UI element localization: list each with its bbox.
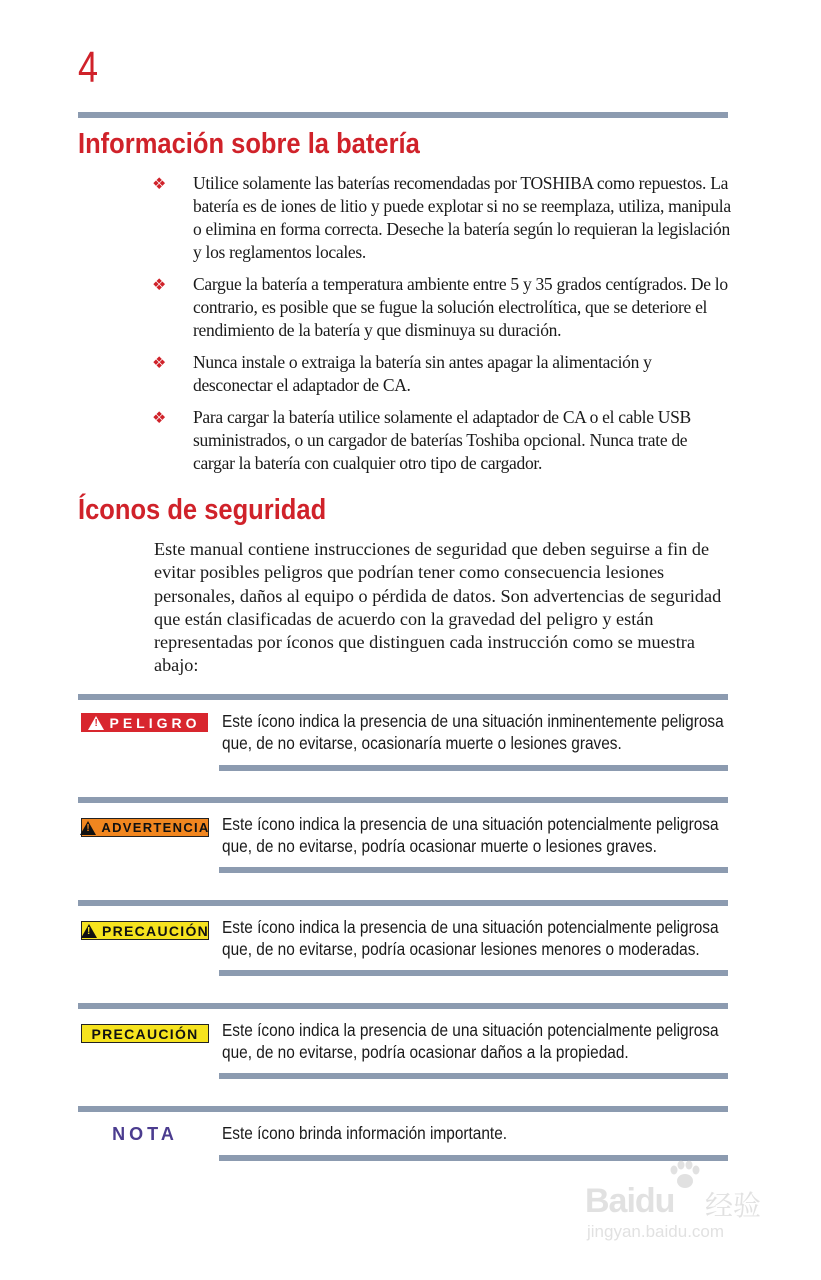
diamond-bullet-icon: ❖ — [152, 275, 167, 294]
notice-top-rule — [78, 1106, 728, 1112]
property-caution-badge: PRECAUCIÓN — [81, 1024, 209, 1043]
list-item: ❖ Utilice solamente las baterías recomendadas por TOSHIBA como repuestos. La batería es de iones de litio y puede explotar si no se reemplaza, utiliza, manipula o elimina en forma correcta. Deseche la batería según lo requieran la legislación y los reglamentos locales. — [152, 173, 731, 262]
diamond-bullet-icon: ❖ — [152, 353, 167, 372]
notice-bottom-rule — [219, 765, 728, 771]
caution-notice-text: Este ícono indica la presencia de una situación potencialmente peligrosa que, de no evitarse, podría ocasionar lesiones menores o moderadas. — [222, 917, 719, 959]
notice-top-rule — [78, 797, 728, 803]
list-item: ❖ Cargue la batería a temperatura ambiente entre 5 y 35 grados centígrados. De lo contrario, es posible que se fugue la solución electrolítica, que se deteriore el rendimiento de la batería y que disminuya su duración. — [152, 274, 728, 340]
property-caution-notice-text: Este ícono indica la presencia de una situación potencialmente peligrosa que, de no evitarse, podría ocasionar daños a la propiedad. — [222, 1020, 719, 1062]
notice-top-rule — [78, 1003, 728, 1009]
battery-section-title: Información sobre la batería — [78, 128, 420, 160]
notice-bottom-rule — [219, 867, 728, 873]
note-notice-text: Este ícono brinda información importante. — [222, 1123, 508, 1143]
list-item: ❖ Para cargar la batería utilice solamente el adaptador de CA o el cable USB suministrados, o un cargador de baterías Toshiba opcional. Nunca trate de cargar la batería con cualquier otro tipo de cargador. — [152, 407, 691, 473]
warning-triangle-icon — [80, 821, 96, 835]
caution-badge: ! PRECAUCIÓN — [81, 921, 209, 940]
danger-notice-text: Este ícono indica la presencia de una situación inminentemente peligrosa que, de no evitarse, ocasionaría muerte o lesiones graves. — [222, 711, 724, 753]
warning-triangle-icon — [88, 716, 104, 730]
warning-badge: ! ADVERTENCIA — [81, 818, 209, 837]
notice-bottom-rule — [219, 970, 728, 976]
safety-section-title: Íconos de seguridad — [78, 494, 327, 526]
warning-notice-text: Este ícono indica la presencia de una situación potencialmente peligrosa que, de no evitarse, podría ocasionar muerte o lesiones graves. — [222, 814, 719, 856]
warning-triangle-icon — [81, 924, 97, 938]
danger-badge: ! PELIGRO — [81, 713, 208, 732]
battery-bullet-list — [152, 172, 732, 484]
page-number: 4 — [78, 43, 99, 92]
notice-top-rule — [78, 900, 728, 906]
list-item: ❖ Nunca instale o extraiga la batería sin antes apagar la alimentación y desconectar el adaptador de CA. — [152, 352, 652, 395]
safety-intro: Este manual contiene instrucciones de seguridad que deben seguirse a fin de evitar posibles peligros que podrían tener como consecuencia lesiones personales, daños al equipo o pérdida de datos. Son advertencias de seguridad que están clasificadas de acuerdo con la gravedad del peligro y están representadas por íconos que distinguen cada instrucción como se muestra abajo: — [154, 539, 722, 676]
watermark-chinese: 经验 — [705, 1189, 762, 1222]
diamond-bullet-icon: ❖ — [152, 408, 167, 427]
note-badge: NOTA — [112, 1124, 178, 1144]
top-rule — [78, 112, 728, 118]
notice-top-rule — [78, 694, 728, 700]
diamond-bullet-icon: ❖ — [152, 174, 167, 193]
notice-bottom-rule — [219, 1073, 728, 1079]
baidu-watermark — [585, 1158, 775, 1250]
watermark-url: jingyan.baidu.com — [587, 1222, 725, 1241]
watermark-brand: Baidu — [585, 1182, 675, 1220]
